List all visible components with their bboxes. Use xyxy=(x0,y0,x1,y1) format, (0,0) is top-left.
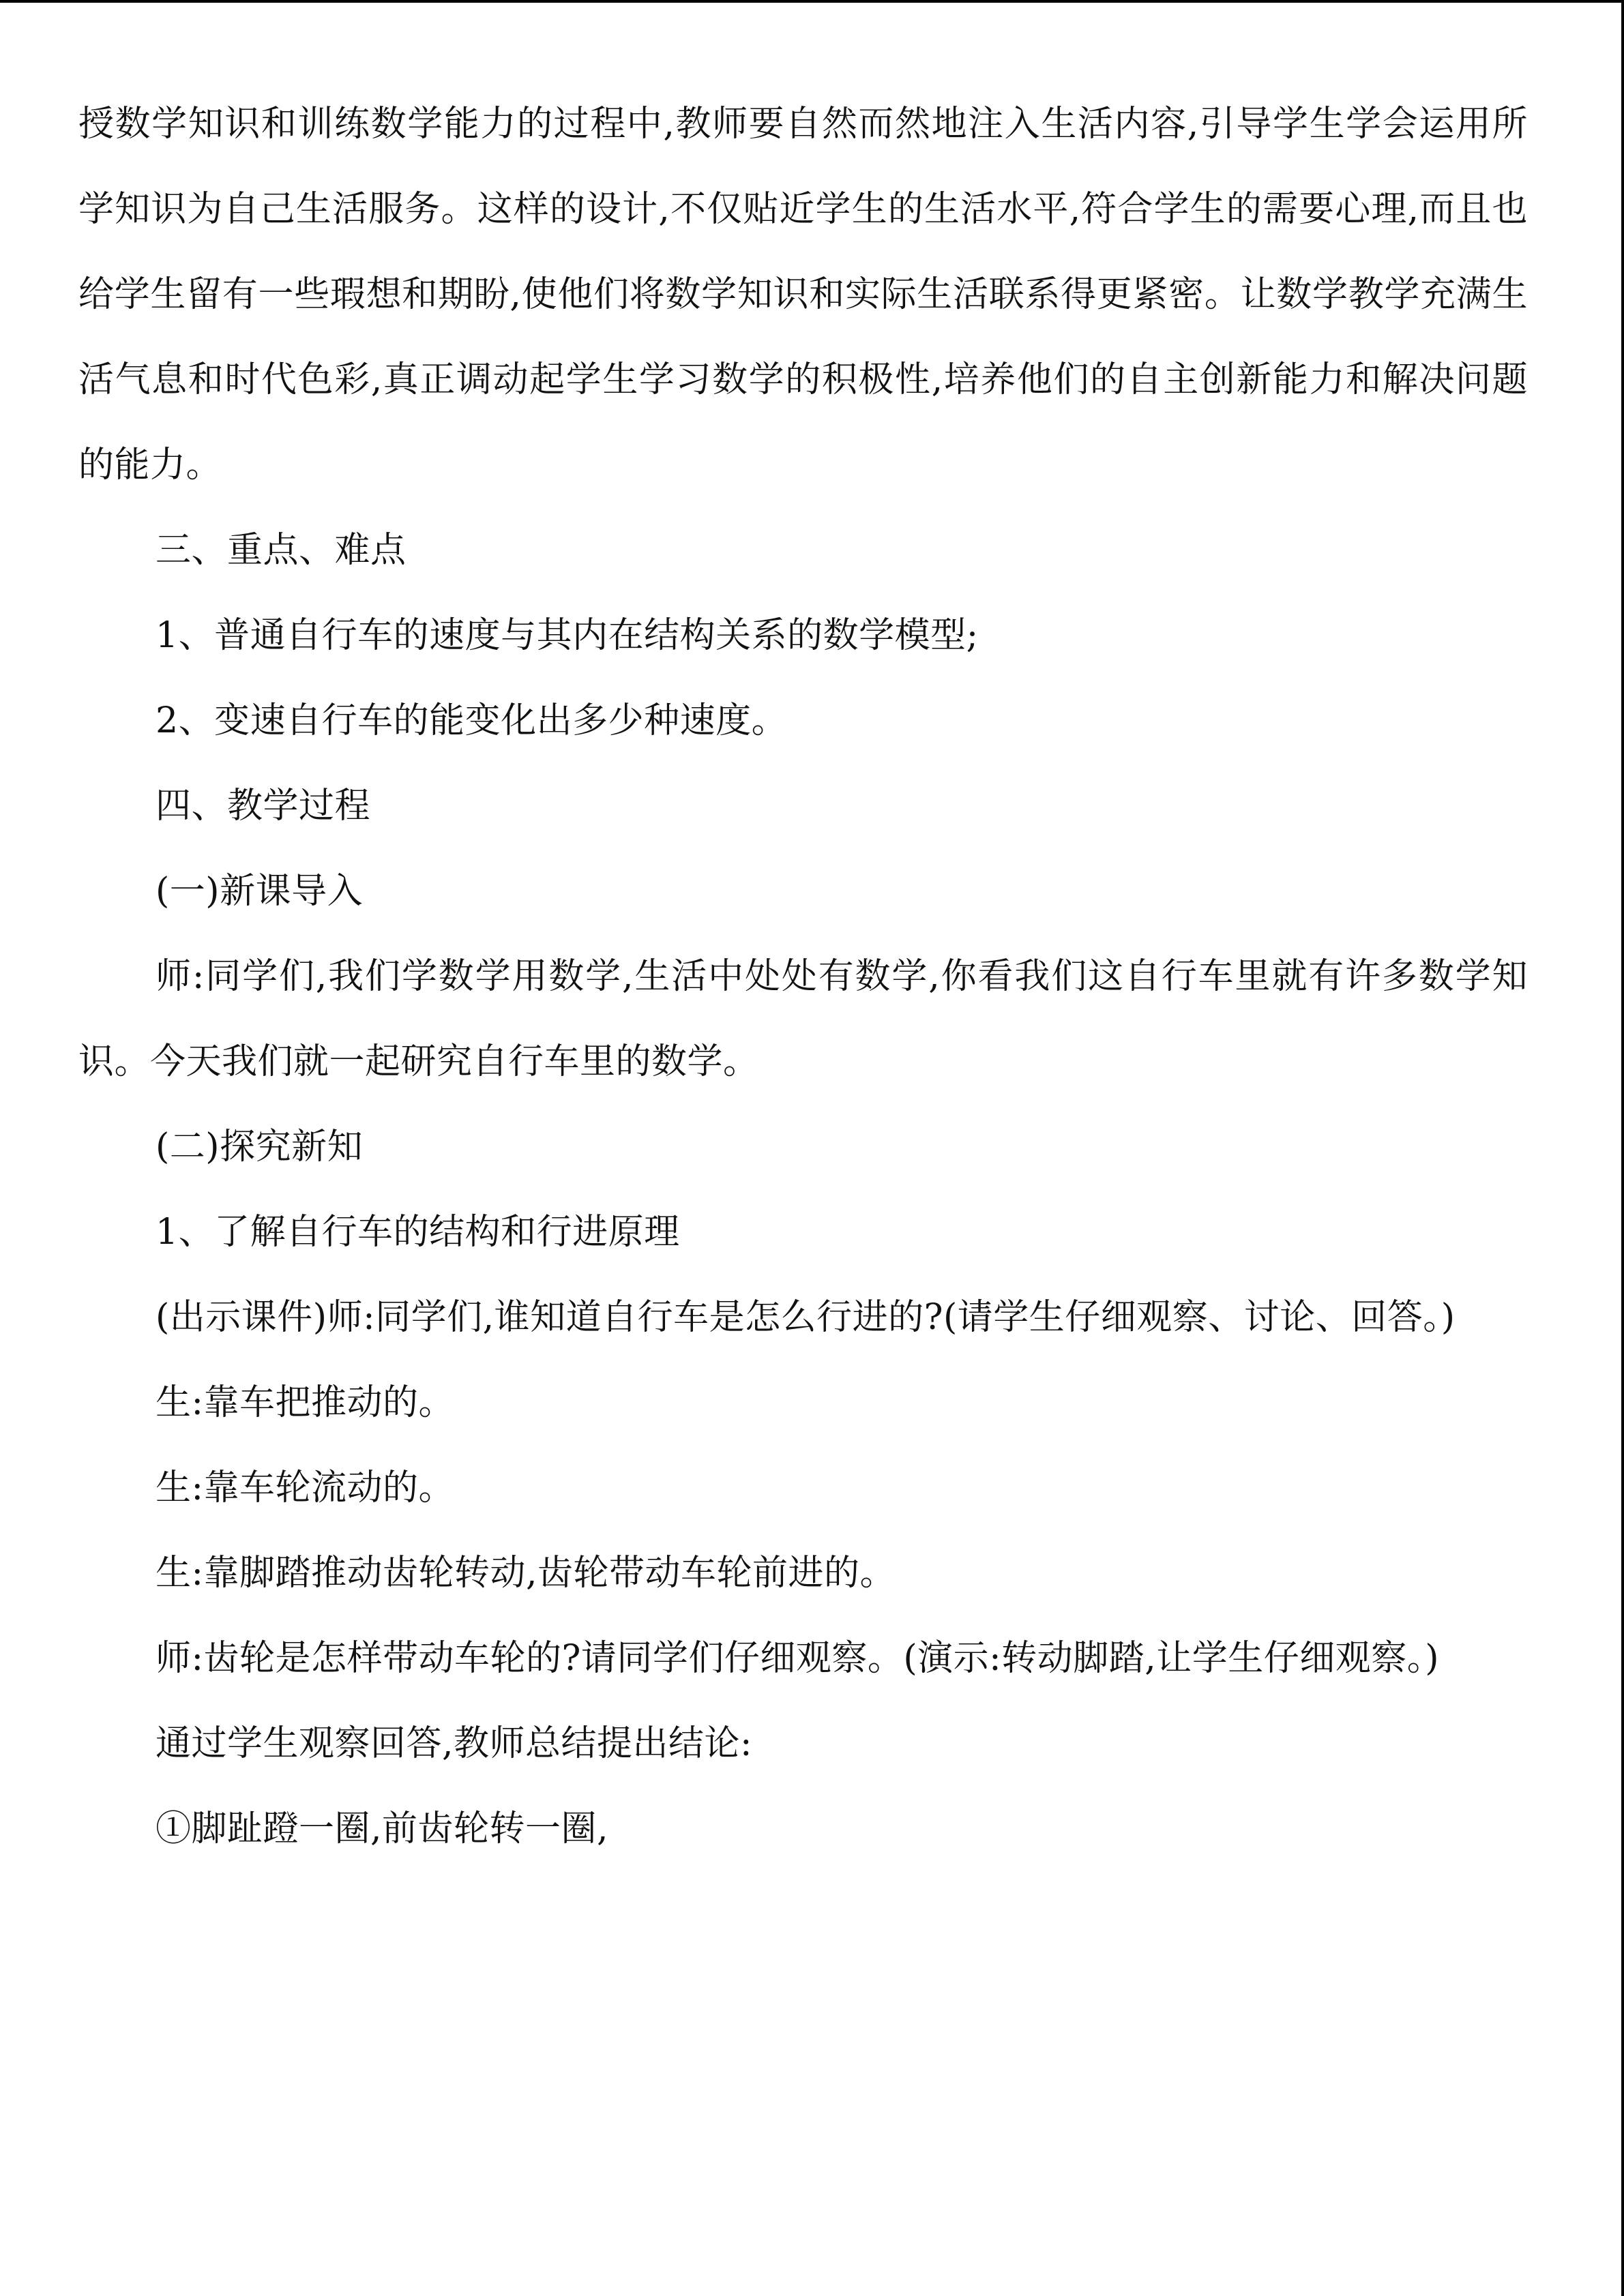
item-bike-structure: 1、了解自行车的结构和行进原理 xyxy=(156,1212,680,1253)
key-point-2: 2、变速自行车的能变化出多少种速度。 xyxy=(156,700,788,741)
paragraph-intro-continuation: 授数学知识和训练数学能力的过程中,教师要自然而然地注入生活内容,引导学生学会运用所学知识为自己生活服务。这样的设计,不仅贴近学生的生活水平,符合学生的需要心理,而且也给学生留有一些瑕想和期盼,使他们将数学知识和实际生活联系得更紧密。让数学教学充满生活气息和时代色彩,真正调动起学生学习数学的积极性,培养他们的自主创新能力和解决问题的能力。 xyxy=(78,104,1528,486)
student-answer-1: 生:靠车把推动的。 xyxy=(156,1382,455,1423)
section-heading-teaching-process: 四、教学过程 xyxy=(156,786,371,826)
paragraph-teacher-summary: 通过学生观察回答,教师总结提出结论: xyxy=(156,1723,753,1764)
paragraph-teacher-intro: 师:同学们,我们学数学用数学,生活中处处有数学,你看我们这自行车里就有许多数学知识。今天我们就一起研究自行车里的数学。 xyxy=(78,956,1528,1082)
paragraph-teacher-gear-question: 师:齿轮是怎样带动车轮的?请同学们仔细观察。(演示:转动脚踏,让学生仔细观察。) xyxy=(156,1638,1440,1679)
page-border-top xyxy=(0,0,1624,3)
subsection-heading-introduction: (一)新课导入 xyxy=(156,871,364,912)
document-body xyxy=(78,82,1528,1872)
paragraph-teacher-question: (出示课件)师:同学们,谁知道自行车是怎么行进的?(请学生仔细观察、讨论、回答。) xyxy=(156,1297,1456,1338)
conclusion-item-1: ①脚趾蹬一圈,前齿轮转一圈, xyxy=(156,1808,609,1849)
student-answer-2: 生:靠车轮流动的。 xyxy=(156,1467,455,1508)
section-heading-key-points: 三、重点、难点 xyxy=(156,530,407,571)
subsection-heading-explore: (二)探究新知 xyxy=(156,1127,364,1167)
page-border-right xyxy=(1621,0,1624,2296)
student-answer-3: 生:靠脚踏推动齿轮转动,齿轮带动车轮前进的。 xyxy=(156,1553,896,1594)
key-point-1: 1、普通自行车的速度与其内在结构关系的数学模型; xyxy=(156,615,979,656)
